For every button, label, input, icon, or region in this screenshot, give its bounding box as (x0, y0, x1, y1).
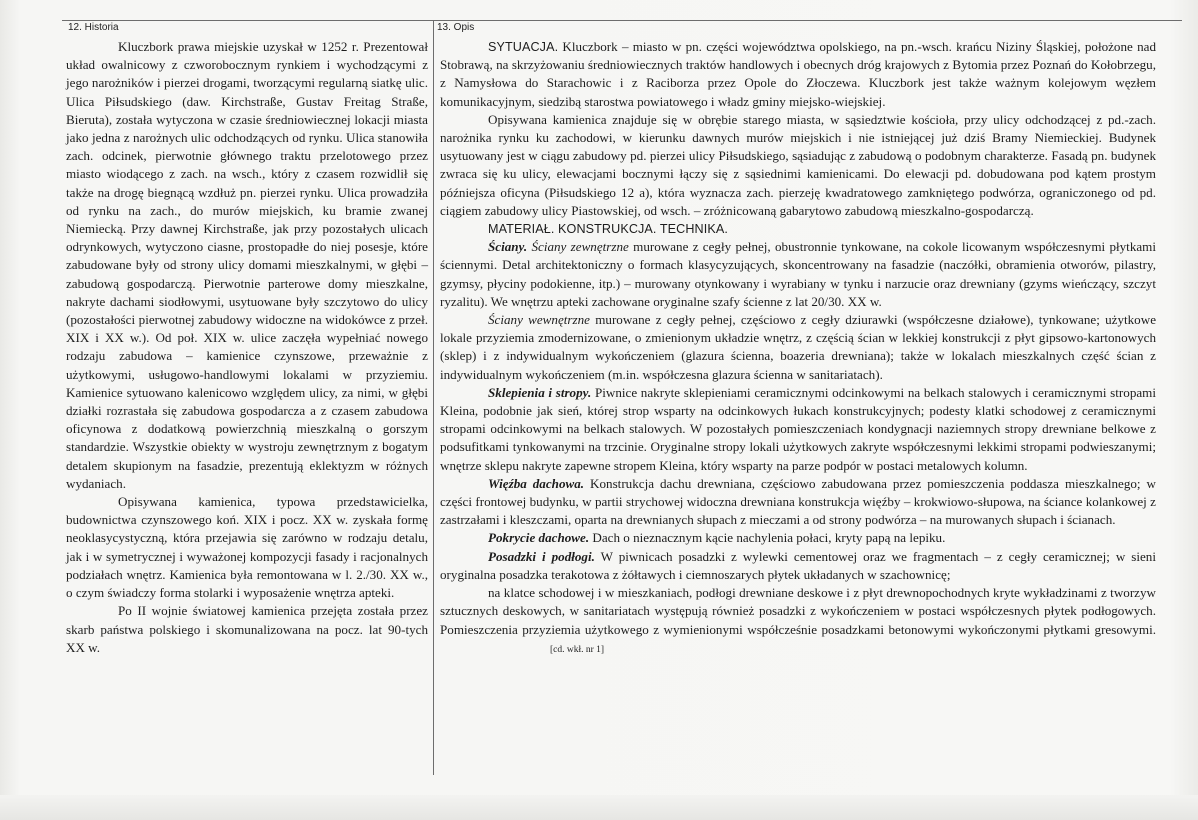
continuation-note: [cd. wkł. nr 1] (550, 644, 605, 655)
posadzki-paragraph (440, 548, 1156, 584)
posadzki-text: W piwnicach posadzki z wylewki cementowej oraz we fragmentach – z cegły ceramicznej; w sieni oryginalna posadzka terakotowa z żółtawych i ciemnoszarych płytek układanych w szachownicę; (440, 548, 1156, 582)
pokrycie-heading: Pokrycie dachowe. (488, 530, 590, 546)
posadzki-text-2: na klatce schodowej i w mieszkaniach, podłogi drewniane deskowe i z płyt drewnopochodnych kryte wykładzinami z tworzyw sztucznych deskowych, w sanitariatach występują również posadzki z wykończeniem w postaci współczesnych płytek podłogowych. Pomieszczenia przyziemia użytkowego z wymienionymi współcześnie posadzkami betonowymi wykończonymi płytkami gresowymi. (440, 585, 1156, 637)
sytuacja-paragraph (440, 38, 1156, 111)
material-heading (440, 220, 1156, 238)
sciany-zew-paragraph (440, 238, 1156, 311)
opis-column (440, 38, 1156, 659)
sciany-wew-paragraph (440, 311, 1156, 384)
sciany-heading: Ściany. (488, 239, 528, 255)
sciany-zew-text: murowane z cegły pełnej, obustronnie tynkowane, na cokole licowanym współczesnymi płytkami ściennymi. Detal architektoniczny o formach klasycyzujących, skoncentrowany na fasadzie (naczółki, obramienia otworów, pilastry, gzymsy, płyciny podokienne, itp.) – murowany otynkowany i wyrabiany w tynku i narzucie oraz drewniany (gzyms wieńczący, szczyt ryzalitu). We wnętrzu apteki zachowane oryginalne szafy ścienne z lat 20/30. XX w. (440, 239, 1156, 309)
historia-paragraph: Opisywana kamienica, typowa przedstawicielka, budownictwa czynszowego koń. XIX i pocz. XX w. zyskała formę neoklasycystyczną, która przejawia się zarówno w rodzaju detalu, jak i w symetrycznej i wyważonej kompozycji fasady i racjonalnych podziałach wnętrz. Kamienica była remontowana w l. 2./30. XX w., o czym świadczy forma stolarki i wyposażenie wnętrza apteki. (66, 494, 428, 601)
sklepienia-text: Piwnice nakryte sklepieniami ceramicznymi odcinkowymi na belkach stalowych i ceramicznymi stropami Kleina, podobnie jak sień, której strop wsparty na odcinkowych łukach konstrukcyjnych; podesty klatki schodowej z ceramicznymi stropami odcinkowymi na belkach stalowych. W pozostałych pomieszczeniach kondygnacji naziemnych stropy drewniane belkowe z podsufitkami tynkowanymi na trzcinie. Oryginalne stropy lokali użytkowych zakryte współczesnymi lekkimi stropami podwieszanymi; wnętrze sklepu nakryte zapewne stropem Kleina, który wsparty na parze podpór w postaci metalowych kolumn. (440, 384, 1157, 473)
historia-paragraph: Kluczbork prawa miejskie uzyskał w 1252 r. Prezentował układ owalnicowy z czworobocznym rynkiem i wychodzącymi z jego narożników i pierzei drogami, tworzącymi regularną siatkę ulic. Ulica Piłsudskiego (daw. Kirchstraße, Gustav Freitag Straße, Bieruta), została wytyczona w czasie średniowiecznej lokacji miasta jako jedna z narożnych ulic odchodzących od rynku. Ulica stanowiła zach. odcinek, pierwotnie głównego traktu przelotowego przez miasto wiodącego z zach. na wsch., który z czasem rozwidlił się także na drogę biegnącą wzdłuż pn. pierzei rynku. Ulica prowadziła od rynku na zach., do murów miejskich, ku bramie zwanej Niemiecką. Przy dawnej Kirchstraße, jak przy pozostałych ulicach odrynkowych, wytyczono ciasne, prostopadłe do niej posesje, które zabudowane były od strony ulicy domami mieszkalnymi, w głębi – zabudową gospodarczą. Pierwotnie parterowe domy mieszkalne, nakryte dachami siodłowymi, usytuowane były szczytowo do ulicy (pozostałości pierwotnej zabudowy widoczne na widokówce z przeł. XIX i XX w.). Od poł. XIX w. ulice zaczęła wypełniać nowego rodzaju zabudowa – kamienice czynszowe, przeważnie z użytkowymi, usługowo-handlowymi lokalami w przyziemiu. Kamienice sytuowano kalenicowo względem ulicy, za nimi, w głębi działki rozrastała się zabudowa gospodarcza a z czasem zabudowa oficynowa z dodatkową powierzchnią mieszkalną o gorszym standardzie. Wszystkie obiekty w wystroju zewnętrznym z bogatym detalem skupionym na fasadzie, prezentują eklektyzm w różnych wydaniach. (66, 39, 428, 491)
section-header-historia: 12. Historia (68, 22, 119, 33)
posadzki-paragraph-cont (440, 584, 1156, 659)
pokrycie-text: Dach o nieznacznym kącie nachylenia połaci, kryty papą na lepiku. (589, 530, 946, 546)
wiezba-text: Konstrukcja dachu drewniana, częściowo zabudowana przez pomieszczenia poddasza mieszkalnego; w części frontowej budynku, w partii strychowej widoczna drewniana konstrukcja więźby – krokwiowo-słupowa, na ściance kolankowej z zastrzałami i kleszczami, oparta na drewnianych słupach z mieczami a od strony podwórza – na murowanych słupach i ścianach. (440, 475, 1156, 528)
sciany-zew-heading: Ściany zewnętrzne (531, 239, 629, 255)
kamienica-paragraph: Opisywana kamienica znajduje się w obrębie starego miasta, w sąsiedztwie kościoła, przy ulicy odchodzącej z pd.-zach. narożnika rynku ku zachodowi, w kierunku dawnych murów miejskich i nie istniejącej już dziś Bramy Niemieckiej. Budynek usytuowany jest w ciągu zabudowy pd. pierzei ulicy Piłsudskiego, sąsiadując z zabudową o podobnym charakterze. Fasadą pn. budynek zwraca się ku ulicy, elewacjami bocznymi łączy się z sąsiednimi kamienicami. Do elewacji pd. dobudowana pod kątem prostym późniejsza oficyna (Piłsudskiego 12 a), która wyznacza zach. pierzeję kwadratowego zamkniętego podwórza, ograniczonego od pd. ciągiem zabudowy ulicy Piastowskiej, od wsch. – zróżnicowaną gabarytowo zabudową mieszkalno-gospodarczą. (440, 111, 1156, 218)
sytuacja-text: Kluczbork – miasto w pn. części województwa opolskiego, na pn.-wsch. krańcu Niziny Śląskiej, położone nad Stobrawą, na skrzyżowaniu średniowiecznych traktów handlowych i obecnych dróg krajowych z Bytomia przez Poznań do Kołobrzegu, z Namysłowa do Starachowic i z Raciborza przez Opole do Złoczewa. Kluczbork jest także ważnym kolejowym węzłem komunikacyjnym, siedzibą starostwa powiatowego i władz gminy miejsko-wiejskiej. (440, 39, 1156, 109)
column-divider (433, 20, 434, 775)
sklepienia-heading: Sklepienia i stropy. (488, 384, 592, 400)
scan-bottom-edge (0, 795, 1198, 820)
historia-paragraph: Po II wojnie światowej kamienica przejęta została przez skarb państwa polskiego i skomunalizowana na pocz. lat 90-tych XX w. (66, 603, 428, 655)
sciany-wew-text: murowane z cegły pełnej, częściowo z cegły dziurawki (współczesne działowe), tynkowane; użytkowe lokale przyziemia zmodernizowane, o zmienionym układzie wnętrz, z częścią ścian w lekkiej konstrukcji z płyt gipsowo-kartonowych (sklep) i z indywidualnym wykończeniem (glazura ścienna, boazeria drewniana); także w lokalach mieszkalnych część ścian z indywidualnym wykończeniem (m.in. współczesna glazura ścienna w sanitariatach). (440, 312, 1157, 382)
sciany-wew-heading: Ściany wewnętrzne (488, 312, 590, 328)
posadzki-heading: Posadzki i podłogi. (488, 548, 595, 564)
historia-column (66, 38, 428, 657)
sytuacja-heading: SYTUACJA. (488, 40, 559, 54)
material-heading-text: MATERIAŁ. KONSTRUKCJA. TECHNIKA. (488, 222, 728, 237)
wiezba-paragraph (440, 475, 1156, 530)
sklepienia-paragraph (440, 384, 1156, 475)
pokrycie-paragraph (440, 529, 1156, 547)
wiezba-heading: Więźba dachowa. (488, 475, 585, 491)
section-header-opis: 13. Opis (437, 22, 475, 33)
